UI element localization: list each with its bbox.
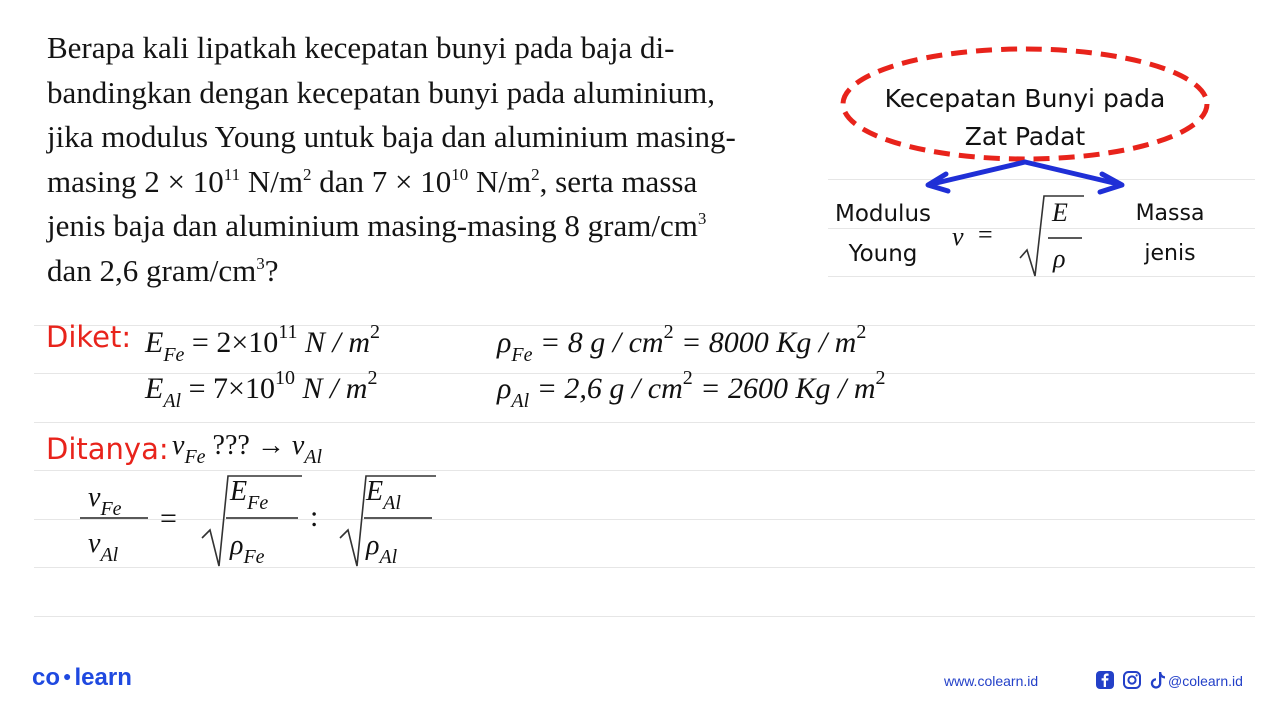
given-E-fe: $E_{Fe} = 2\times 10^{11}$ N / $m^2$ — [145, 321, 381, 366]
question-line: masing $2 \times 10^{11}$ $N/m^2$ dan $7 \times 10^{10}$ $N/m^2$, serta massa — [47, 163, 698, 199]
notebook-rule — [34, 422, 1255, 423]
formula-v: v — [952, 222, 964, 251]
website-link[interactable]: www.colearn.id — [944, 673, 1039, 689]
ratio-equals: = — [160, 502, 177, 535]
root2-numerator: $E_{Al}$ — [366, 476, 401, 514]
instagram-icon[interactable] — [1122, 670, 1142, 690]
social-handle[interactable]: @colearn.id — [1168, 673, 1243, 689]
ratio-denominator: $v_{Al}$ — [88, 528, 119, 566]
tiktok-icon[interactable] — [1148, 670, 1168, 690]
colearn-logo: co ● learn — [32, 664, 132, 691]
label-modulus-young: Modulus Young — [834, 201, 932, 267]
question-line: jika modulus Young untuk baja dan aluminium masing- — [47, 119, 736, 154]
diagram-title: Kecepatan Bunyi pada Zat Padat — [884, 84, 1166, 151]
root1-denominator: $\rho_{Fe}$ — [230, 530, 265, 568]
given-rho-al: $\rho_{Al} = 2,6$ $g / cm^2 = 2600$ Kg / $m^2$ — [497, 367, 886, 412]
question-line: bandingkan dengan kecepatan bunyi pada aluminium, — [47, 74, 716, 110]
logo-dot: ● — [63, 668, 72, 684]
given-rho-fe: $\rho_{Fe} = 8$ $g / cm^2 = 8000$ Kg / $m^2$ — [497, 321, 867, 366]
formula-denominator: ρ — [1053, 244, 1066, 273]
formula-numerator: E — [1052, 198, 1068, 227]
root1-numerator: $E_{Fe}$ — [230, 476, 269, 514]
notebook-rule — [34, 616, 1255, 617]
question-line: jenis baja dan aluminium masing-masing 8 gram/$cm^3$ — [47, 208, 707, 243]
ratio-equation-lines — [80, 470, 460, 580]
given-E-al: $E_{Al} = 7\times 10^{10}$ N / $m^2$ — [145, 367, 378, 412]
ditanya-label: Ditanya: — [46, 432, 169, 466]
label-massa-jenis: Massa jenis — [1135, 201, 1205, 266]
question-text — [47, 26, 817, 293]
question-line: dan 2,6 gram/$cm^3$? — [47, 252, 279, 288]
diket-label: Diket: — [46, 320, 132, 354]
ratio-colon: : — [310, 500, 319, 533]
ratio-numerator: $v_{Fe}$ — [88, 482, 122, 520]
root2-denominator: $\rho_{Al}$ — [366, 530, 398, 568]
question-line: Berapa kali lipatkah kecepatan bunyi pada baja di- — [47, 30, 675, 65]
formula-eq: = — [978, 220, 993, 249]
asked-ratio: $v_{Fe}$ ??? → $v_{Al}$ — [172, 430, 323, 468]
facebook-icon[interactable] — [1095, 670, 1115, 690]
